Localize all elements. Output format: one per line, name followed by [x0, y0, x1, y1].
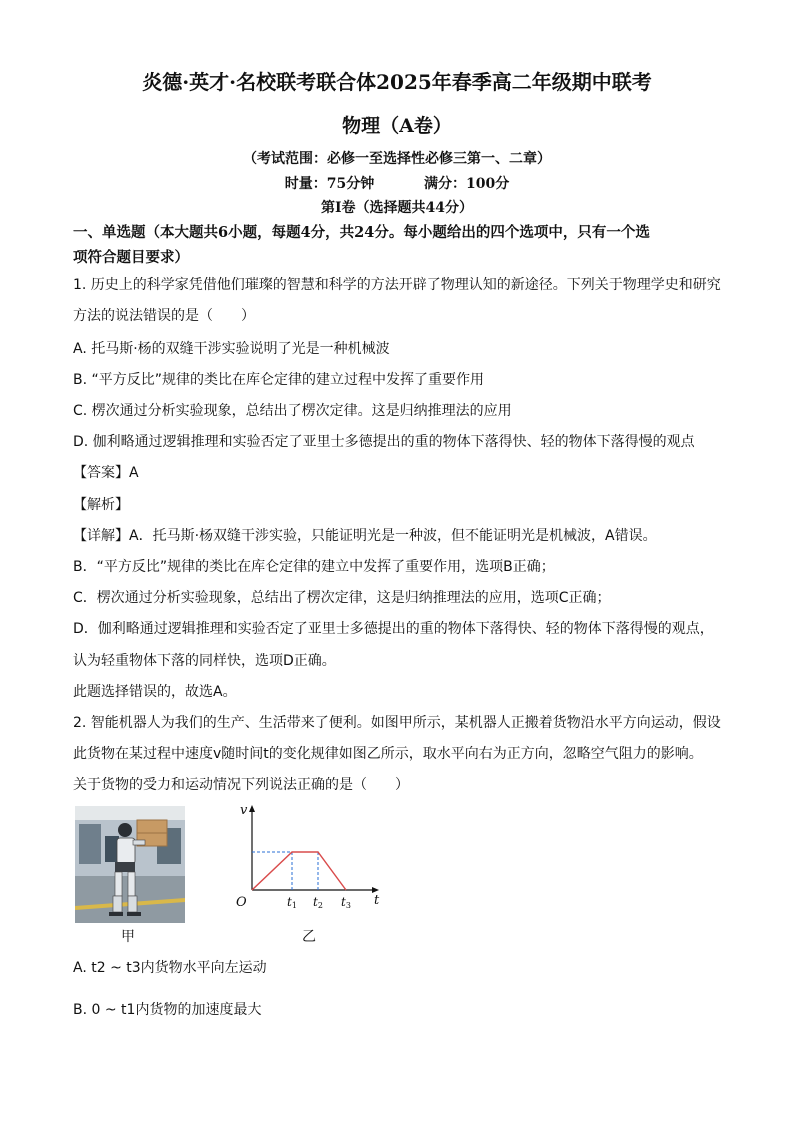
q1-option-a: A. 托马斯·杨的双缝干涉实验说明了光是一种机械波 [73, 341, 390, 357]
figure-b-caption: 乙 [302, 929, 316, 945]
section-heading-line1: 一、单选题（本大题共6小题，每题4分，共24分。每小题给出的四个选项中，只有一个选 [73, 224, 650, 241]
section-heading-line2: 项符合题目要求） [73, 249, 189, 266]
robot-photo [75, 806, 185, 923]
q1-stem-line1: 1. 历史上的科学家凭借他们璀璨的智慧和科学的方法开辟了物理认知的新途径。下列关于物理学史和研究 [73, 277, 721, 293]
q1-detail-a: 【详解】A．托马斯·杨双缝干涉实验，只能证明光是一种波，但不能证明光是机械波，A错误。 [73, 528, 657, 544]
vt-series-line [252, 852, 346, 890]
q1-analysis-label: 【解析】 [73, 497, 129, 513]
q2-stem-line3: 关于货物的受力和运动情况下列说法正确的是（ ） [73, 777, 409, 793]
q1-answer: 【答案】A [73, 465, 139, 481]
q2-option-b: B. 0 ~ t1内货物的加速度最大 [73, 1002, 262, 1018]
t-axis-label: t [374, 893, 380, 908]
exam-title: 炎德·英才·名校联考联合体2025年春季高二年级期中联考 [142, 70, 652, 94]
tick-label-t1: t1 [287, 895, 297, 910]
robot-photo-illustration [75, 806, 185, 923]
time-label: 时量：75分钟 [284, 176, 375, 192]
q1-conclusion: 此题选择错误的，故选A。 [73, 684, 237, 700]
origin-label: O [236, 895, 247, 910]
q2-stem-line1: 2. 智能机器人为我们的生产、生活带来了便利。如图甲所示，某机器人正搬着货物沿水平方向运动，假设 [73, 715, 721, 731]
exam-scope: （考试范围：必修一至选择性必修三第一、二章） [243, 151, 551, 167]
q1-option-b: B. “平方反比”规律的类比在库仑定律的建立过程中发挥了重要作用 [73, 372, 485, 388]
q1-option-d: D. 伽利略通过逻辑推理和实验否定了亚里士多德提出的重的物体下落得快、轻的物体下落得慢的观点 [73, 434, 695, 450]
q1-detail-b: B．“平方反比”规律的类比在库仑定律的建立中发挥了重要作用，选项B正确； [73, 559, 555, 575]
q1-detail-d2: 认为轻重物体下落的同样快，选项D正确。 [73, 653, 336, 669]
figure-a-caption: 甲 [121, 929, 135, 945]
tick-label-t3: t3 [341, 895, 351, 910]
exam-subtitle: 物理（A卷） [342, 115, 452, 137]
exam-time-score [0, 173, 794, 193]
tick-label-t2: t2 [313, 895, 323, 910]
q1-option-c: C. 楞次通过分析实验现象，总结出了楞次定律。这是归纳推理法的应用 [73, 403, 512, 419]
q1-detail-c: C．楞次通过分析实验现象，总结出了楞次定律，这是归纳推理法的应用，选项C正确； [73, 590, 611, 606]
v-axis-arrow [249, 805, 255, 812]
v-axis-label: v [240, 803, 248, 818]
q2-option-a: A. t2 ~ t3内货物水平向左运动 [73, 960, 267, 976]
vt-graph-svg [228, 800, 388, 912]
q1-stem-line2: 方法的说法错误的是（ ） [73, 308, 255, 324]
part-label: 第Ⅰ卷（选择题共44分） [320, 200, 474, 216]
q2-stem-line2: 此货物在某过程中速度v随时间t的变化规律如图乙所示，取水平向右为正方向，忽略空气阻力的影响。 [73, 746, 703, 762]
q1-detail-d1: D．伽利略通过逻辑推理和实验否定了亚里士多德提出的重的物体下落得快、轻的物体下落得慢的观点， [73, 621, 714, 637]
vt-graph [228, 800, 388, 912]
score-label: 满分：100分 [424, 176, 510, 192]
